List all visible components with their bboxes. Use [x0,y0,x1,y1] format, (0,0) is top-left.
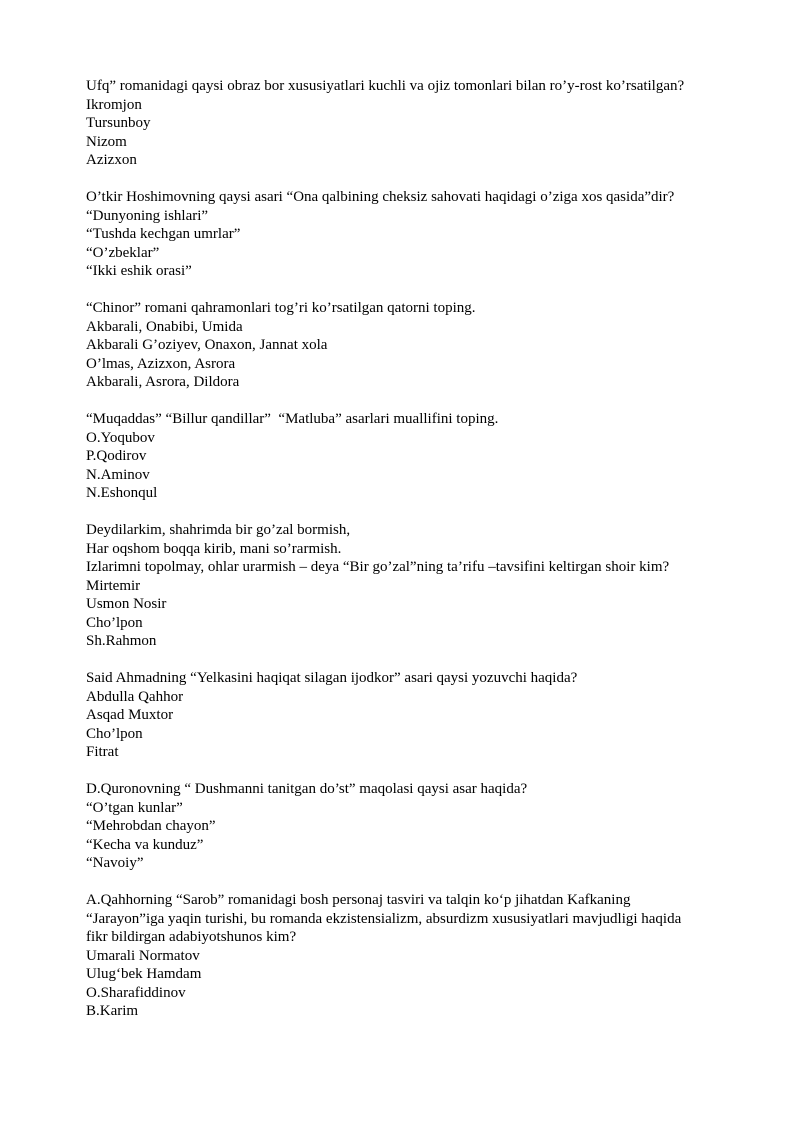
question-list [86,77,766,1039]
answer-option: P.Qodirov [86,448,147,464]
answer-option: Ulug‘bek Hamdam [86,966,202,982]
answer-option: Cho’lpon [86,725,143,742]
question-text: O’tkir Hoshimovning qaysi asari “Ona qalbining cheksiz sahovati haqidagi o’ziga xos qasida”dir? [86,189,675,205]
question-block [86,780,766,873]
answer-option: “Ikki eshik orasi” [86,263,192,279]
answer-option: Umarali Normatov [86,947,200,964]
answer-option: “Dunyoning ishlari” [86,207,209,224]
question-text: fikr bildirgan adabiyotshunos kim? [86,929,297,945]
answer-option: “O’zbeklar” [86,244,160,261]
question-text: Ufq” romanidagi qaysi obraz bor xususiyatlari kuchli va ojiz tomonlari bilan ro’y-rost ko’rsatilgan? [86,78,685,94]
answer-option: Ikromjon [86,96,142,113]
answer-option: O.Sharafiddinov [86,984,186,1001]
question-block [86,891,766,1021]
question-text: “Muqaddas” “Billur qandillar” “Matluba” asarlari muallifini toping. [86,411,499,427]
answer-option: Fitrat [86,744,119,760]
answer-option: Akbarali, Onabibi, Umida [86,318,243,335]
answer-option: N.Aminov [86,466,150,483]
question-block [86,521,766,651]
answer-option: O’lmas, Azizxon, Asrora [86,355,236,372]
answer-option: “Mehrobdan chayon” [86,818,216,834]
answer-option: Usmon Nosir [86,596,167,612]
answer-option: “O’tgan kunlar” [86,799,183,816]
question-text: “Jarayon”iga yaqin turishi, bu romanda ekzistensializm, absurdizm xususiyatlari mavjudligi haqida [86,910,682,927]
answer-option: Cho’lpon [86,614,143,631]
question-text: Har oqshom boqqa kirib, mani so’rarmish. [86,540,342,557]
answer-option: “Navoiy” [86,855,144,871]
question-block [86,299,766,392]
question-text: D.Quronovning “ Dushmanni tanitgan do’st” maqolasi qaysi asar haqida? [86,781,528,797]
question-block [86,188,766,281]
answer-option: “Kecha va kunduz” [86,836,204,853]
answer-option: Tursunboy [86,115,151,131]
answer-option: Mirtemir [86,577,141,594]
question-text: “Chinor” romani qahramonlari tog’ri ko’rsatilgan qatorni toping. [86,300,476,316]
question-text: Deydilarkim, shahrimda bir go’zal bormish, [86,522,351,538]
answer-option: Sh.Rahmon [86,633,157,649]
question-text: Izlarimni topolmay, ohlar urarmish – deya “Bir go’zal”ning ta’rifu –tavsifini keltirgan shoir kim? [86,559,670,575]
answer-option: Nizom [86,133,127,150]
answer-option: Akbarali, Asrora, Dildora [86,374,240,390]
question-text: A.Qahhorning “Sarob” romanidagi bosh personaj tasviri va talqin ko‘p jihatdan Kafkaning [86,892,631,908]
answer-option: O.Yoqubov [86,429,155,446]
question-text: Said Ahmadning “Yelkasini haqiqat silagan ijodkor” asari qaysi yozuvchi haqida? [86,670,578,686]
answer-option: Akbarali G’oziyev, Onaxon, Jannat xola [86,337,328,353]
question-block [86,77,766,170]
answer-option: Azizxon [86,152,137,168]
answer-option: Abdulla Qahhor [86,688,184,705]
answer-option: B.Karim [86,1003,139,1019]
answer-option: Asqad Muxtor [86,707,174,723]
question-block [86,410,766,503]
question-block [86,669,766,762]
answer-option: N.Eshonqul [86,485,158,501]
answer-option: “Tushda kechgan umrlar” [86,226,241,242]
